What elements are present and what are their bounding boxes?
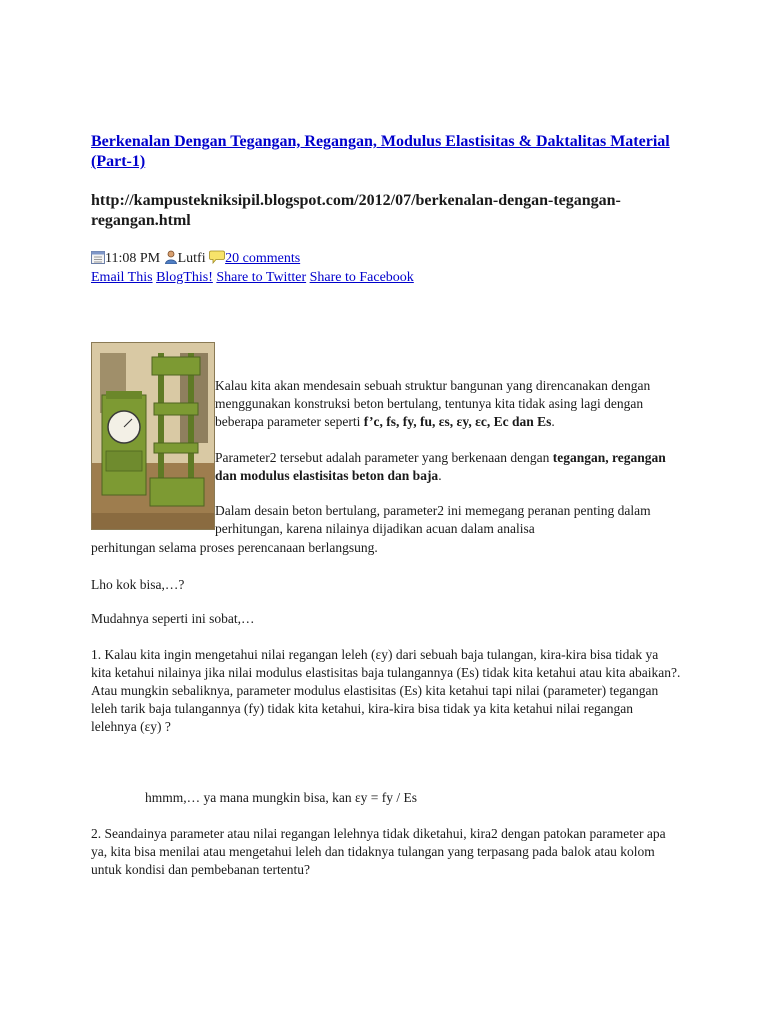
comments-link[interactable]: 20 comments <box>225 251 301 266</box>
paragraph-design: Dalam desain beton bertulang, parameter2 ini memegang peranan penting dalam perhitungan, karena nilainya dijadikan acuan dalam analisa <box>215 503 651 536</box>
post-title-link[interactable]: Berkenalan Dengan Tegangan, Regangan, Modulus Elastisitas & Daktalitas Material (Part-1) <box>91 133 670 170</box>
paragraph-point-1: 1. Kalau kita ingin mengetahui nilai regangan leleh (εy) dari sebuah baja tulangan, kira-kira bisa tidak ya kita ketahui nilainya jika nilai modulus elastisitas baja tulangannya (Es) tidak kita ketahui atau kita abaikan?. Atau mungkin sebaliknya, parameter modulus elastisitas (Es) kita ketahui tapi nilai (parameter) tegangan leleh tarik baja tulangannya (fy) tidak kita ketahui, kira-kira bisa tidak ya kita ketahui nilai regangan lelehnya (εy) ? <box>91 647 681 734</box>
post-author: Lutfi <box>177 251 206 266</box>
user-icon <box>164 250 178 270</box>
share-facebook-link[interactable]: Share to Facebook <box>309 270 414 285</box>
paragraph-question: Lho kok bisa,…? <box>91 577 185 592</box>
parameter-topic: tegangan, regangan dan modulus elastisitas beton dan baja <box>215 450 666 483</box>
formula-line: hmmm,… ya mana mungkin bisa, kan εy = fy / Es <box>145 790 417 805</box>
share-twitter-link[interactable]: Share to Twitter <box>216 270 307 285</box>
paragraph-point-2: 2. Seandainya parameter atau nilai regangan lelehnya tidak diketahui, kira2 dengan patokan parameter apa ya, kita bisa menilai atau mengetahui leleh dan tidaknya tulangan yang terpasang pada balok atau kolom untuk kondisi dan pembebanan tertentu? <box>91 826 666 877</box>
post-meta <box>91 250 300 270</box>
share-links <box>91 269 414 287</box>
comment-bubble-icon <box>209 250 225 270</box>
paragraph-design-cont: perhitungan selama proses perencanaan berlangsung. <box>91 540 378 555</box>
calendar-icon <box>91 250 105 270</box>
blogthis-link[interactable]: BlogThis! <box>156 270 213 285</box>
post-time: 11:08 PM <box>105 251 161 266</box>
parameter-list: f’c, fs, fy, fu, εs, εy, εc, Ec dan Es <box>363 414 552 429</box>
post-url: http://kampustekniksipil.blogspot.com/2012/07/berkenalan-dengan-tegangan-regangan.html <box>91 192 621 229</box>
paragraph-intro: Kalau kita akan mendesain sebuah struktur bangunan yang direncanakan dengan menggunakan konstruksi beton bertulang, tentunya kita tidak asing lagi dengan beberapa parameter seperti f’c, fs, fy, fu, εs, εy, εc, Ec dan Es. <box>215 378 651 429</box>
paragraph-simple: Mudahnya seperti ini sobat,… <box>91 611 255 626</box>
paragraph-parameters: Parameter2 tersebut adalah parameter yang berkenaan dengan tegangan, regangan dan modulus elastisitas beton dan baja. <box>215 450 666 483</box>
testing-machine-photo <box>91 342 215 530</box>
email-this-link[interactable]: Email This <box>91 270 153 285</box>
